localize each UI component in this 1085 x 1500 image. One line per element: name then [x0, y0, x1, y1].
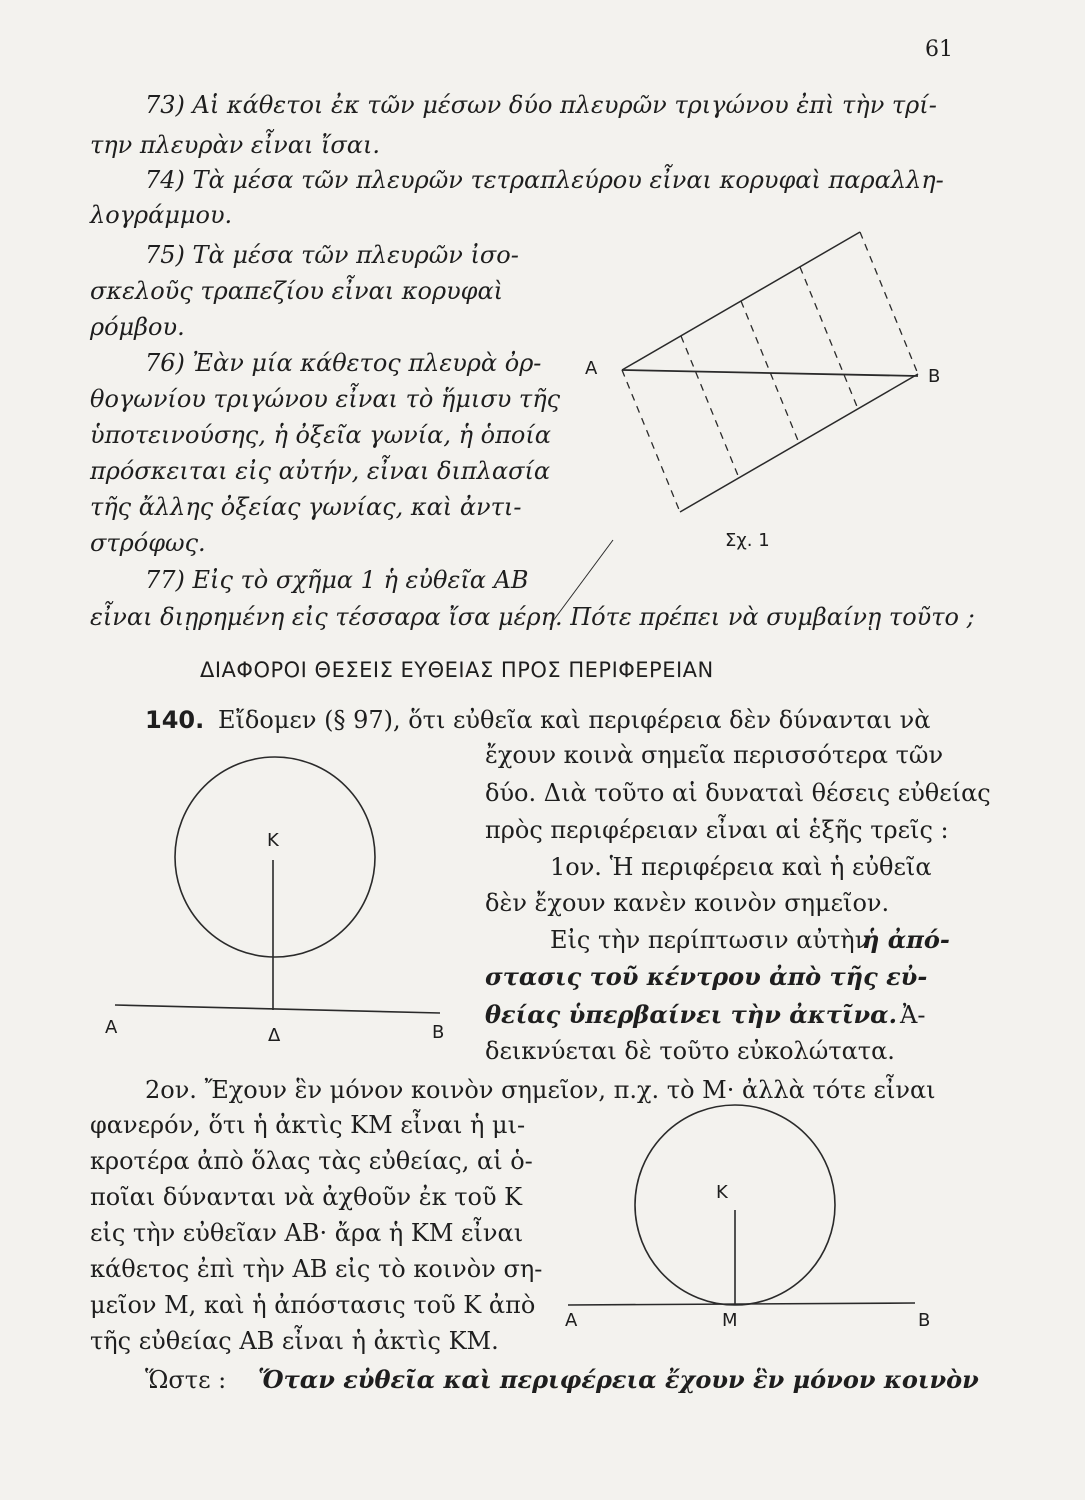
paragraph-number: 140. [145, 706, 205, 734]
case2-line-8: τῆς εὐθείας ΑΒ εἶναι ἡ ἀκτὶς ΚΜ. [90, 1327, 499, 1355]
case1-intro: Εἰς τὴν περίπτωσιν αὐτὴν [550, 926, 870, 954]
figure-3 [568, 1105, 915, 1305]
exercise-76-line-5: τῆς ἄλλης ὀξείας γωνίας, καὶ ἀντι- [90, 493, 522, 521]
case2-line-6: κάθετος ἐπὶ τὴν ΑΒ εἰς τὸ κοινὸν ση- [90, 1255, 543, 1283]
exercise-75-line-3: ρόμβου. [90, 313, 185, 341]
fig1-bottom-edge [680, 374, 918, 512]
fig1-pointer-line [550, 540, 613, 625]
fig2-label-b: B [432, 1022, 445, 1043]
exercise-77-line-1: 77) Εἰς τὸ σχῆμα 1 ἡ εὐθεῖα ΑΒ [145, 566, 529, 594]
exercise-74-line-2: λογράμμου. [90, 201, 233, 229]
case1-last: δεικνύεται δὲ τοῦτο εὐκολώτατα. [485, 1037, 895, 1065]
fig3-label-b: B [918, 1310, 931, 1331]
exercise-73-line-1: 73) Αἱ κάθετοι ἐκ τῶν μέσων δύο πλευρῶν τριγώνου ἐπὶ τὴν τρί- [145, 91, 937, 119]
figure-1 [550, 232, 918, 625]
exercise-74-line-1: 74) Τὰ μέσα τῶν πλευρῶν τετραπλεύρου εἶναι κορυφαὶ παραλλη- [145, 166, 944, 194]
para-line-1: Εἴδομεν (§ 97), ὅτι εὐθεῖα καὶ περιφέρεια δὲν δύνανται νὰ [218, 706, 931, 734]
case2-line-2: φανερόν, ὅτι ἡ ἀκτὶς ΚΜ εἶναι ἡ μι- [90, 1111, 526, 1139]
fig2-foot-label: Δ [268, 1025, 281, 1046]
case1-after: Ἀ- [900, 1001, 926, 1029]
fig2-label-a: A [105, 1017, 118, 1038]
fig1-dashed-1 [681, 336, 739, 478]
exercise-73-line-2: την πλευρὰν εἶναι ἴσαι. [90, 131, 381, 159]
fig1-label-a: A [585, 358, 598, 379]
fig2-circle [175, 757, 375, 957]
exercise-75-line-2: σκελοῦς τραπεζίου εἶναι κορυφαὶ [90, 277, 504, 305]
case2-line-4: ποῖαι δύνανται νὰ ἀχθοῦν ἐκ τοῦ Κ [90, 1183, 523, 1211]
fig1-caption: Σχ. 1 [725, 530, 770, 551]
exercise-76-line-1: 76) Ἐὰν μία κάθετος πλευρὰ ὀρ- [145, 349, 542, 377]
fig3-center-label: K [716, 1182, 728, 1203]
exercise-75-line-1: 75) Τὰ μέσα τῶν πλευρῶν ἰσο- [145, 241, 519, 269]
case1-bold-2: στασις τοῦ κέντρου ἀπὸ τῆς εὐ- [485, 962, 928, 991]
case2-line-1: 2ον. Ἔχουν ἓν μόνον κοινὸν σημεῖον, π.χ. τὸ Μ· ἀλλὰ τότε εἶναι [145, 1076, 936, 1104]
fig3-tangent-line [568, 1303, 915, 1305]
section-heading: ΔΙΑΦΟΡΟΙ ΘΕΣΕΙΣ ΕΥΘΕΙΑΣ ΠΡΟΣ ΠΕΡΙΦΕΡΕΙΑΝ [200, 658, 714, 682]
case2-line-5: εἰς τὴν εὐθεῖαν ΑΒ· ἄρα ἡ ΚΜ εἶναι [90, 1219, 524, 1247]
fig3-foot-label: M [722, 1310, 738, 1331]
para-line-6: δὲν ἔχουν κανὲν κοινὸν σημεῖον. [485, 889, 890, 917]
para-line-2: ἔχουν κοινὰ σημεῖα περισσότερα τῶν [485, 741, 944, 769]
fig3-label-a: A [565, 1310, 578, 1331]
fig1-segment-ab [622, 370, 918, 376]
fig1-label-b: B [928, 366, 941, 387]
fig2-line-ab [115, 1005, 440, 1013]
conclusion-text: Ὅταν εὐθεῖα καὶ περιφέρεια ἔχουν ἓν μόνον κοινὸν [258, 1365, 979, 1394]
case1-bold-1: ἡ ἀπό- [862, 925, 950, 954]
case1-bold-3: θείας ὑπερβαίνει τὴν ἀκτῖνα. [485, 1000, 897, 1029]
fig1-right-edge [860, 232, 918, 374]
para-line-4: πρὸς περιφέρειαν εἶναι αἱ ἑξῆς τρεῖς : [485, 816, 949, 844]
fig1-left-edge [622, 370, 680, 512]
case2-line-3: κροτέρα ἀπὸ ὅλας τὰς εὐθείας, αἱ ὁ- [90, 1147, 533, 1175]
fig2-center-label: K [267, 830, 279, 851]
para-line-5: 1ον. Ἡ περιφέρεια καὶ ἡ εὐθεῖα [550, 853, 932, 881]
conclusion-lead: Ὥστε : [145, 1366, 227, 1394]
exercise-76-line-4: πρόσκειται εἰς αὐτήν, εἶναι διπλασία [90, 457, 551, 485]
case2-line-7: μεῖον Μ, καὶ ἡ ἀπόστασις τοῦ Κ ἀπὸ [90, 1291, 536, 1319]
fig1-dashed-3 [800, 267, 858, 409]
exercise-76-line-3: ὑποτεινούσης, ἡ ὀξεῖα γωνία, ἡ ὁποία [90, 421, 551, 449]
exercise-76-line-6: στρόφως. [90, 529, 206, 557]
exercise-76-line-2: θογωνίου τριγώνου εἶναι τὸ ἥμισυ τῆς [90, 385, 561, 413]
exercise-77-line-2: εἶναι διῃρημένη εἰς τέσσαρα ἴσα μέρη. Πότε πρέπει νὰ συμβαίνῃ τοῦτο ; [90, 603, 975, 631]
para-line-3: δύο. Διὰ τοῦτο αἱ δυναταὶ θέσεις εὐθείας [485, 779, 991, 807]
figure-2 [115, 757, 440, 1013]
page-number: 61 [925, 37, 953, 62]
